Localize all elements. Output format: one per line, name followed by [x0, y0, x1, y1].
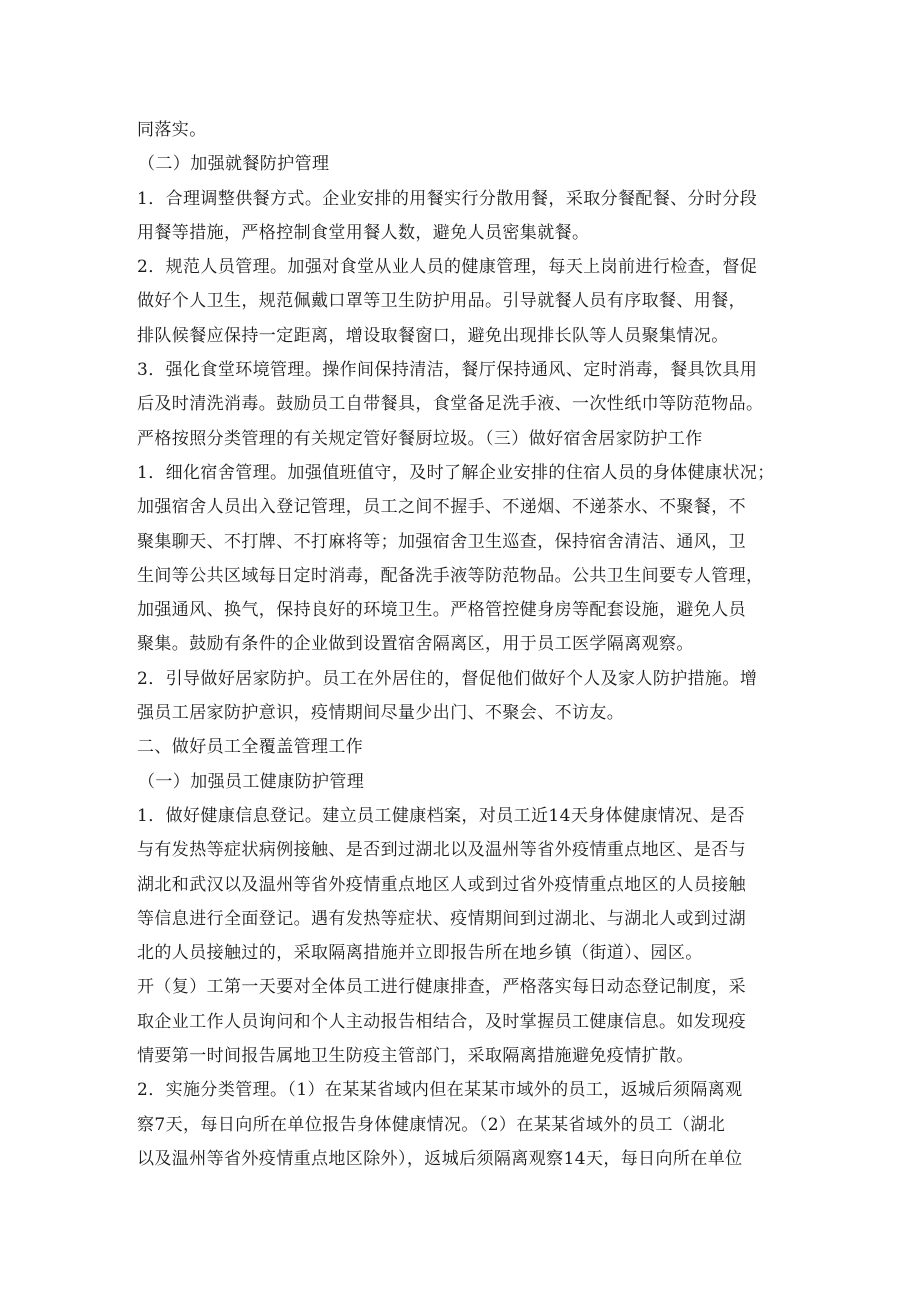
text-line: 湖北和武汉以及温州等省外疫情重点地区人或到过省外疫情重点地区的人员接触: [137, 874, 746, 895]
text-line: 等信息进行全面登记。遇有发热等症状、疫情期间到过湖北、与湖北人或到过湖: [137, 908, 746, 929]
text-line: 察7天，每日向所在单位报告身体健康情况。（2）在某某省域外的员工（湖北: [137, 1114, 726, 1135]
section-heading: 二、做好员工全覆盖管理工作: [137, 737, 364, 758]
text-line: 开（复）工第一天要对全体员工进行健康排查，严格落实每日动态登记制度，采: [137, 977, 746, 998]
text-line: 做好个人卫生，规范佩戴口罩等卫生防护用品。引导就餐人员有序取餐、用餐，: [137, 291, 746, 312]
text-line: 用餐等措施，严格控制食堂用餐人数，避免人员密集就餐。: [137, 222, 590, 243]
text-line: 2．规范人员管理。加强对食堂从业人员的健康管理，每天上岗前进行检查，督促: [137, 257, 758, 278]
text-line: 排队候餐应保持一定距离，增设取餐窗口，避免出现排长队等人员聚集情况。: [137, 325, 729, 346]
text-line: 生间等公共区域每日定时消毒，配备洗手液等防范物品。公共卫生间要专人管理，: [137, 565, 764, 586]
text-line: 聚集。鼓励有条件的企业做到设置宿舍隔离区，用于员工医学隔离观察。: [137, 634, 694, 655]
text-line: 取企业工作人员询问和个人主动报告相结合，及时掌握员工健康信息。如发现疫: [137, 1011, 746, 1032]
text-line: 严格按照分类管理的有关规定管好餐厨垃圾。（三）做好宿舍居家防护工作: [137, 428, 703, 449]
text-line: 1．合理调整供餐方式。企业安排的用餐实行分散用餐，采取分餐配餐、分时分段: [137, 188, 758, 209]
text-line: 1．细化宿舍管理。加强值班值守，及时了解企业安排的住宿人员的身体健康状况；: [137, 462, 775, 483]
text-line: 以及温州等省外疫情重点地区除外），返城后须隔离观察14天，每日向所在单位: [137, 1148, 743, 1169]
text-line: 聚集聊天、不打牌、不打麻将等；加强宿舍卫生巡查，保持宿舍清洁、通风，卫: [137, 531, 746, 552]
text-line: 加强通风、换气，保持良好的环境卫生。严格管控健身房等配套设施，避免人员: [137, 600, 746, 621]
text-line: 1．做好健康信息登记。建立员工健康档案，对员工近14天身体健康情况、是否: [137, 805, 745, 826]
text-line: 3．强化食堂环境管理。操作间保持清洁，餐厅保持通风、定时消毒，餐具饮具用: [137, 360, 758, 381]
text-line: 强员工居家防护意识，疫情期间尽量少出门、不聚会、不访友。: [137, 703, 625, 724]
text-line: 加强宿舍人员出入登记管理，员工之间不握手、不递烟、不递茶水、不聚餐，不: [137, 497, 746, 518]
section-heading: （二）加强就餐防护管理: [138, 154, 330, 175]
text-line: 北的人员接触过的，采取隔离措施并立即报告所在地乡镇（街道）、园区。: [137, 943, 703, 964]
text-line: 2．实施分类管理。（1）在某某省域内但在某某市域外的员工，返城后须隔离观: [137, 1080, 743, 1101]
text-line: 情要第一时间报告属地卫生防疫主管部门，采取隔离措施避免疫情扩散。: [137, 1046, 694, 1067]
text-line: 2．引导做好居家防护。员工在外居住的，督促他们做好个人及家人防护措施。增: [137, 668, 758, 689]
document-body: [137, 113, 797, 1176]
text-line: 后及时清洗消毒。鼓励员工自带餐具，食堂备足洗手液、一次性纸巾等防范物品。: [137, 394, 764, 415]
text-line: 与有发热等症状病例接触、是否到过湖北以及温州等省外疫情重点地区、是否与: [137, 840, 746, 861]
section-heading: （一）加强员工健康防护管理: [138, 771, 365, 792]
text-line: 同落实。: [137, 120, 207, 140]
